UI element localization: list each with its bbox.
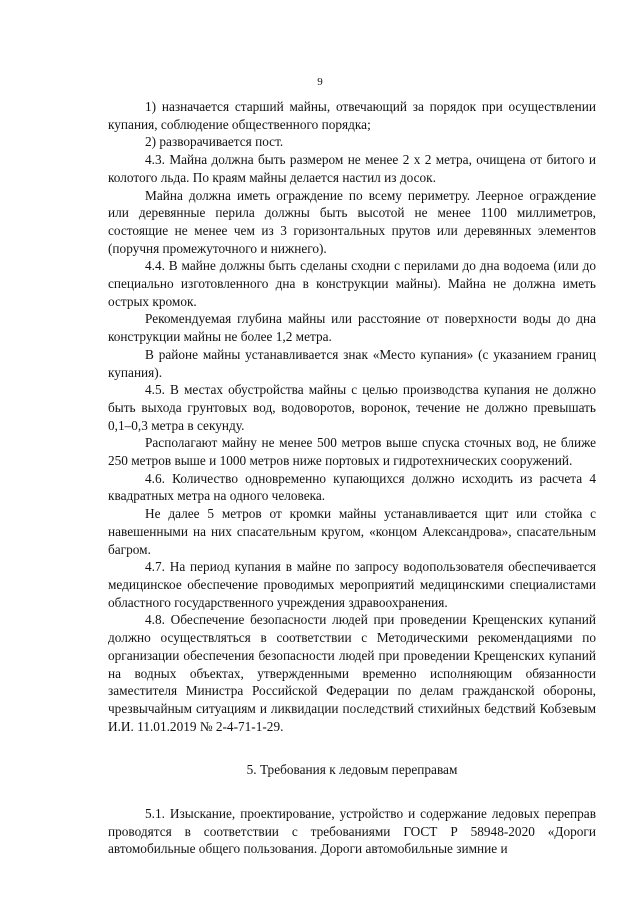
paragraph: 1) назначается старший майны, отвечающий за порядок при осуществлении купания, соблюдение общественного порядка; <box>108 99 596 132</box>
paragraph: 4.8. Обеспечение безопасности людей при проведении Крещенских купаний должно осуществляться в соответствии с Методическими рекомендациями по организации обеспечения безопасности людей при проведении Крещенских купаний на водных объектах, утвержденными временно исполняющим обязанности заместителя Министра Российской Федерации по делам гражданской обороны, чрезвычайным ситуациям и ликвидации последствий стихийных бедствий Кобзевым И.И. 11.01.2019 № 2-4-71-1-29. <box>108 612 596 734</box>
page-number: 9 <box>317 76 323 88</box>
paragraph: 4.5. В местах обустройства майны с целью производства купания не должно быть выхода грунтовых вод, водоворотов, воронок, течение не должно превышать 0,1–0,3 метра в секунду. <box>108 382 596 433</box>
section-heading: 5. Требования к ледовым переправам <box>246 762 458 778</box>
paragraph: 4.4. В майне должны быть сделаны сходни с перилами до дна водоема (или до специально изготовленного дна в конструкции майны). Майна не должна иметь острых кромок. <box>108 258 596 309</box>
paragraph: Майна должна иметь ограждение по всему периметру. Леерное ограждение или деревянные перила должны быть высотой не менее 1100 миллиметров, состоящие не менее чем из 3 горизонтальных прутов или деревянных элементов (поручня промежуточного и нижнего). <box>108 187 596 256</box>
paragraph: Рекомендуемая глубина майны или расстояние от поверхности воды до дна конструкции майны не более 1,2 метра. <box>108 311 596 345</box>
document-body <box>108 98 596 858</box>
paragraph: 4.6. Количество одновременно купающихся должно исходить из расчета 4 квадратных метра на одного человека. <box>108 470 596 504</box>
paragraph: В районе майны устанавливается знак «Место купания» (с указанием границ купания). <box>108 346 596 380</box>
paragraph: Располагают майну не менее 500 метров выше спуска сточных вод, не ближе 250 метров выше и 1000 метров ниже портовых и гидротехнических сооружений. <box>108 435 596 469</box>
paragraph: 4.3. Майна должна быть размером не менее 2 х 2 метра, очищена от битого и колотого льда. По краям майны делается настил из досок. <box>108 152 596 185</box>
paragraph: 5.1. Изыскание, проектирование, устройство и содержание ледовых переправ проводятся в соответствии с требованиями ГОСТ Р 58948-2020 «Дороги автомобильные общего пользования. Дороги автомобильные зимние и <box>108 806 596 857</box>
paragraph: 2) разворачивается пост. <box>145 134 284 150</box>
paragraph: Не далее 5 метров от кромки майны устанавливается щит или стойка с навешенными на них спасательным кругом, «концом Александрова», спасательным багром. <box>108 506 596 557</box>
paragraph: 4.7. На период купания в майне по запросу водопользователя обеспечивается медицинское обеспечение проводимых мероприятий медицинскими специалистами областного государственного учреждения здравоохранения. <box>108 559 596 610</box>
